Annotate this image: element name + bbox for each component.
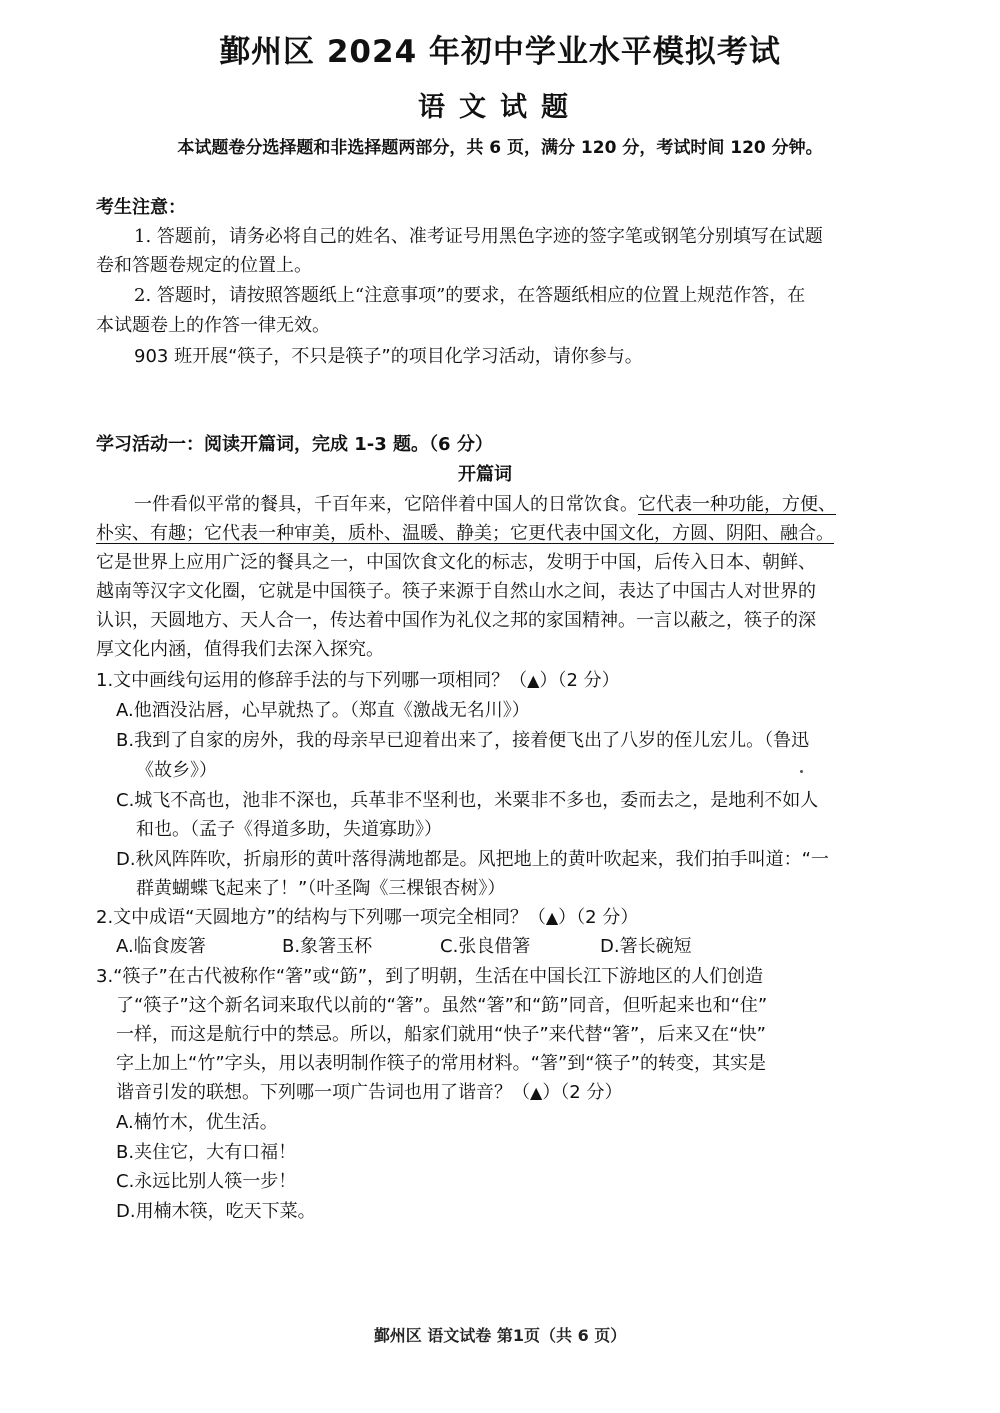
question-2-stem [96,903,638,929]
notice-item-2-line-2: 本试题卷上的作答一律无效。 [96,315,330,336]
question-1-stem-text: 1.文中画线句运用的修辞手法的与下列哪一项相同？（ [96,670,528,691]
question-3-option-a: A.楠竹木，优生活。 [116,1112,278,1133]
question-3-line-5 [116,1078,623,1104]
question-1-option-b-line-2: 《故乡》） [136,760,217,781]
question-2-option-c: C.张良借箸 [440,936,531,957]
question-2-stem-text: 2.文中成语“天圆地方”的结构与下列哪一项完全相同？（ [96,907,546,928]
passage-title: 开篇词 [458,464,512,485]
scan-speck [800,770,803,773]
passage-line-6: 厚文化内涵，值得我们去深入探究。 [96,639,384,660]
passage-line-1 [134,490,836,516]
subject-title: 语文试题 [418,92,582,123]
answer-blank-triangle: ▲ [545,908,559,927]
passage-line-3: 它是世界上应用广泛的餐具之一，中国饮食文化的标志，发明于中国，后传入日本、朝鲜、 [96,552,816,573]
question-1-score: ）（2 分） [539,670,620,691]
underlined-sentence-part-2: 朴实、有趣；它代表一种审美，质朴、温暖、静美；它更代表中国文化，方圆、阴阳、融合。 [96,523,834,544]
exam-intro: 本试题卷分选择题和非选择题两部分，共 6 页，满分 120 分，考试时间 120 分钟。 [177,138,823,158]
question-3-option-c: C.永远比别人筷一步！ [116,1171,297,1192]
passage-line-5: 认识，天圆地方、天人合一，传达着中国作为礼仪之邦的家国精神。一言以蔽之，筷子的深 [96,610,816,631]
question-1-option-d-line-2: 群黄蝴蝶飞起来了！”（叶圣陶《三棵银杏树》） [136,878,506,899]
passage-line-4: 越南等汉字文化圈，它就是中国筷子。筷子来源于自然山水之间，表达了中国古人对世界的 [96,581,816,602]
question-2-option-d: D.箸长碗短 [600,936,692,957]
answer-blank-triangle: ▲ [530,1083,543,1102]
question-3-score: ）（2 分） [542,1082,623,1103]
question-3-line-2: 了“筷子”这个新名词来取代以前的“箸”。虽然“箸”和“筯”同音，但听起来也和“住” [116,995,768,1016]
question-1-option-c-line-1: C.城飞不高也，池非不深也，兵革非不坚利也，米粟非不多也，委而去之，是地利不如人 [116,790,819,811]
activity-1-heading: 学习活动一：阅读开篇词，完成 1-3 题。（6 分） [96,434,493,455]
question-3-line-4: 字上加上“竹”字头，用以表明制作筷子的常用材料。“箸”到“筷子”的转变，其实是 [116,1053,766,1074]
question-1-option-a: A.他酒没沾唇，心早就热了。（郑直《激战无名川》） [116,700,530,721]
question-2-score: ）（2 分） [558,907,639,928]
answer-blank-triangle: ▲ [527,671,540,690]
underlined-sentence-part-1: 它代表一种功能，方便、 [638,494,836,515]
question-3-line-1: 3.“筷子”在古代被称作“箸”或“筯”，到了明朝，生活在中国长江下游地区的人们创造 [96,966,764,987]
notice-item-2-line-1: 2. 答题时，请按照答题纸上“注意事项”的要求，在答题纸相应的位置上规范作答，在 [134,285,806,306]
question-1-option-c-line-2: 和也。（孟子《得道多助，失道寡助》） [136,819,442,840]
question-3-stem-text: 谐音引发的联想。下列哪一项广告词也用了谐音？（ [116,1082,530,1103]
notice-heading: 考生注意： [96,197,186,218]
question-2-option-a: A.临食废箸 [116,936,206,957]
question-1-option-d-line-1: D.秋风阵阵吹，折扇形的黄叶落得满地都是。风把地上的黄叶吹起来，我们拍手叫道：“一 [116,849,829,870]
notice-item-1-line-2: 卷和答题卷规定的位置上。 [96,255,312,276]
question-3-option-d: D.用楠木筷，吃天下菜。 [116,1201,316,1222]
question-1-stem [96,666,620,692]
question-3-line-3: 一样，而这是航行中的禁忌。所以，船家们就用“快子”来代替“箸”，后来又在“快” [116,1024,766,1045]
question-1-option-b-line-1: B.我到了自家的房外，我的母亲早已迎着出来了，接着便飞出了八岁的侄儿宏儿。（鲁迅 [116,730,810,751]
question-2-option-b: B.象箸玉杯 [282,936,373,957]
project-intro: 903 班开展“筷子，不只是筷子”的项目化学习活动，请你参与。 [134,346,643,367]
question-3-option-b: B.夹住它，大有口福！ [116,1142,297,1163]
page-footer: 鄞州区 语文试卷 第1页（共 6 页） [373,1326,627,1345]
passage-line-1-text: 一件看似平常的餐具，千百年来，它陪伴着中国人的日常饮食。 [134,494,638,515]
exam-title: 鄞州区 2024 年初中学业水平模拟考试 [219,34,781,70]
notice-item-1-line-1: 1. 答题前，请务必将自己的姓名、准考证号用黑色字迹的签字笔或钢笔分别填写在试题 [134,226,823,247]
